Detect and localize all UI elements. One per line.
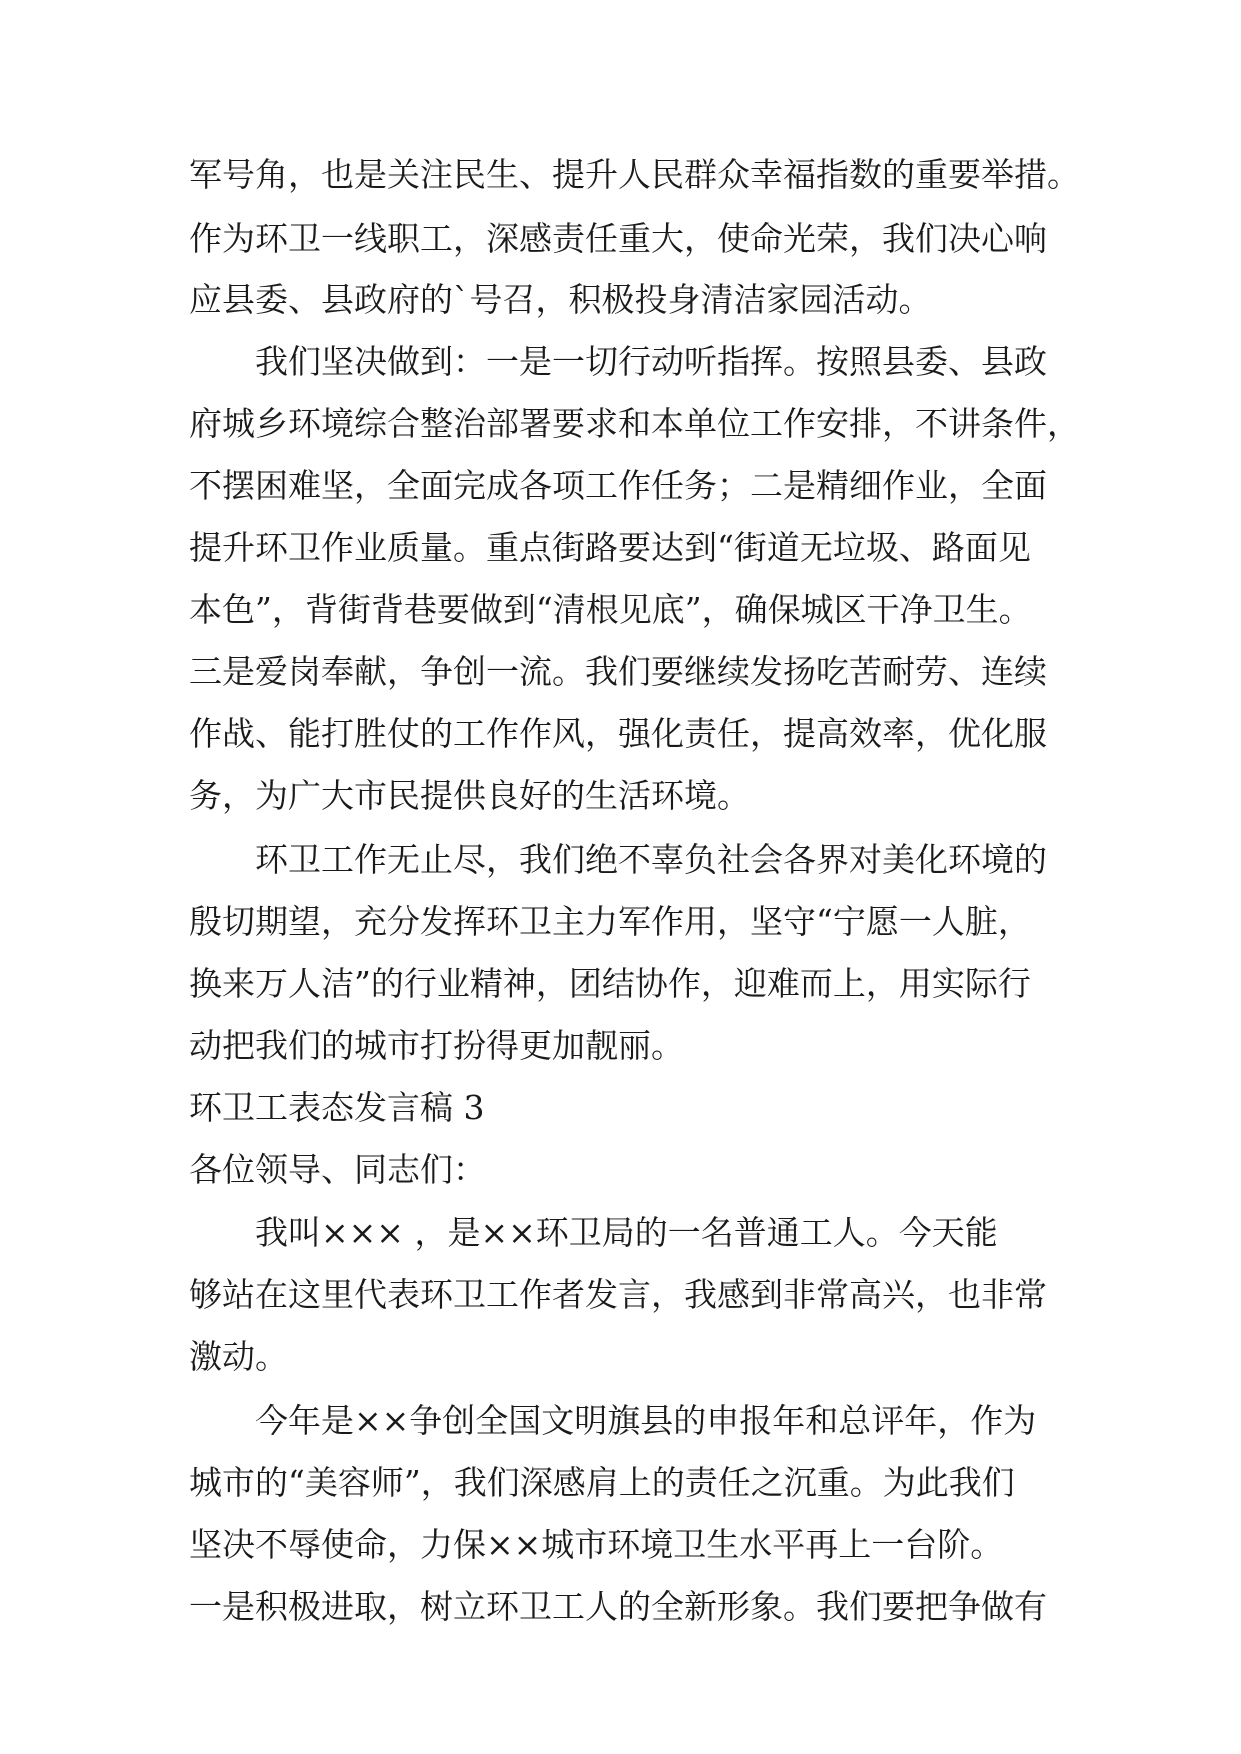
text-line: 一是积极进取，树立环卫工人的全新形象。我们要把争做有	[189, 1587, 1047, 1626]
paragraph-first-line: 环卫工作无止尽，我们绝不辜负社会各界对美化环境的	[255, 840, 1047, 879]
text-line: 换来万人洁”的行业精神，团结协作，迎难而上，用实际行	[189, 964, 1031, 1003]
paragraph-first-line: 今年是××争创全国文明旗县的申报年和总评年，作为	[255, 1401, 1037, 1440]
paragraph-first-line: 我们坚决做到：一是一切行动听指挥。按照县委、县政	[255, 342, 1047, 381]
text-line: 府城乡环境综合整治部署要求和本单位工作安排，不讲条件，	[189, 404, 1080, 443]
text-line: 够站在这里代表环卫工作者发言，我感到非常高兴，也非常	[189, 1275, 1047, 1314]
text-line: 三是爱岗奉献，争创一流。我们要继续发扬吃苦耐劳、连续	[189, 652, 1047, 691]
text-line: 本色”，背街背巷要做到“清根见底”，确保城区干净卫生。	[189, 590, 1032, 629]
paragraph-first-line: 我叫××× ，是××环卫局的一名普通工人。今天能	[255, 1213, 998, 1252]
text-line: 应县委、县政府的`号召，积极投身清洁家园活动。	[189, 280, 932, 319]
text-line: 动把我们的城市打扮得更加靓丽。	[189, 1026, 684, 1065]
text-line: 城市的“美容师”，我们深感肩上的责任之沉重。为此我们	[189, 1463, 1015, 1502]
text-line: 作战、能打胜仗的工作作风，强化责任，提高效率，优化服	[189, 714, 1047, 753]
section-heading: 环卫工表态发言稿 3	[189, 1088, 485, 1127]
text-line: 不摆困难坚，全面完成各项工作任务；二是精细作业，全面	[189, 466, 1047, 505]
text-line: 军号角，也是关注民生、提升人民群众幸福指数的重要举措。	[189, 155, 1080, 194]
text-line: 作为环卫一线职工，深感责任重大，使命光荣，我们决心响	[189, 219, 1047, 258]
text-line: 提升环卫作业质量。重点街路要达到“街道无垃圾、路面见	[189, 528, 1031, 567]
text-line: 务，为广大市民提供良好的生活环境。	[189, 776, 750, 815]
salutation: 各位领导、同志们：	[189, 1150, 486, 1189]
text-line: 坚决不辱使命，力保××城市环境卫生水平再上一台阶。	[189, 1525, 1004, 1564]
text-line: 激动。	[189, 1337, 288, 1376]
text-line: 殷切期望，充分发挥环卫主力军作用，坚守“宁愿一人脏，	[189, 902, 1031, 941]
